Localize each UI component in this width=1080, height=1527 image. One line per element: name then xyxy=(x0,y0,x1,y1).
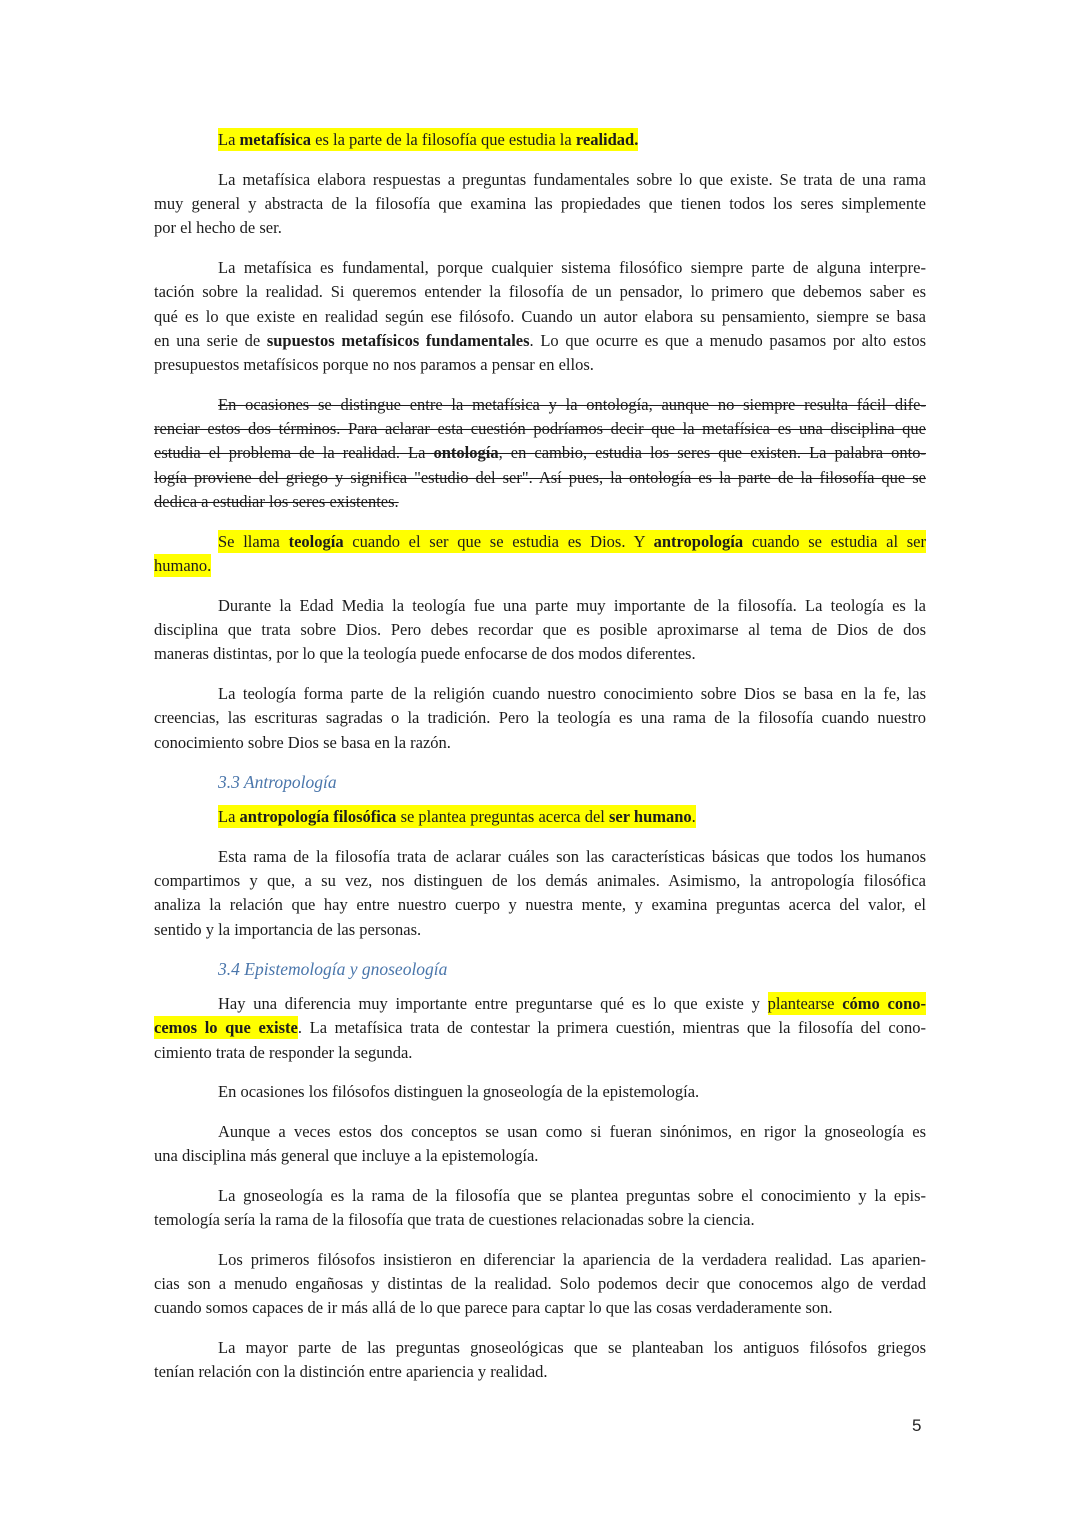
text-run: tenían relación con la distinción entre apariencia y realidad. xyxy=(154,1362,548,1382)
text-line xyxy=(154,682,926,706)
paragraph xyxy=(154,1120,926,1169)
text-line xyxy=(154,216,926,240)
text-line xyxy=(154,731,926,755)
text-line xyxy=(154,1120,926,1144)
struck-paragraph xyxy=(154,393,926,514)
paragraph xyxy=(154,256,926,377)
paragraph xyxy=(154,530,926,579)
text-line xyxy=(154,1208,926,1232)
text-line xyxy=(154,1016,926,1040)
text-run: La mayor parte de las preguntas gnoseológicas que se planteaban los antiguos filósofos griegos xyxy=(218,1338,926,1358)
text-run: temología sería la rama de la filosofía que trata de cuestiones relacionadas sobre la ciencia. xyxy=(154,1210,755,1230)
text-run: conocimiento sobre Dios se basa en la razón. xyxy=(154,732,451,752)
highlighted-key-term: teología xyxy=(288,531,344,551)
highlighted-key-term: metafísica xyxy=(239,130,312,149)
text-run: analiza la relación que hay entre nuestro cuerpo y nuestra mente, y examina preguntas acerca del valor, el xyxy=(154,895,926,915)
highlighted-key-term: antropología xyxy=(653,531,744,551)
highlighted-text: se plantea preguntas acerca del xyxy=(396,806,609,826)
text-line xyxy=(154,192,926,216)
text-run: Los primeros filósofos insistieron en diferenciar la apariencia de la verdadera realidad. Las aparien- xyxy=(218,1249,926,1269)
paragraph xyxy=(154,805,926,829)
highlighted-key-term: antropología filosófica xyxy=(239,806,397,826)
highlighted-key-term: ser humano xyxy=(609,806,692,826)
text-line xyxy=(154,1080,926,1104)
text-line xyxy=(154,168,926,192)
text-line xyxy=(154,441,926,465)
highlighted-text: cuando el ser que se estudia es Dios. Y xyxy=(343,531,654,551)
paragraph xyxy=(154,168,926,241)
paragraph xyxy=(154,845,926,942)
text-line xyxy=(154,770,926,794)
text-run: En ocasiones se distingue entre la metafísica y la ontología, aunque no siempre resulta fácil dife- xyxy=(218,394,926,414)
text-line xyxy=(154,128,926,152)
text-line xyxy=(154,1184,926,1208)
paragraph xyxy=(154,682,926,755)
text-line xyxy=(154,1296,926,1320)
text-run: estudia el problema de la realidad. La xyxy=(154,443,434,463)
text-run: qué es lo que existe en realidad según ese filósofo. Cuando un autor elabora su pensamiento, siempre se basa xyxy=(154,306,926,326)
highlighted-text: Se llama xyxy=(218,531,289,551)
text-run: tación sobre la realidad. Si queremos entender la filosofía de un pensador, lo primero que debemos saber es xyxy=(154,282,926,302)
highlighted-text: es la parte de la filosofía que estudia la xyxy=(311,130,576,149)
text-line xyxy=(154,256,926,280)
text-run: 3.4 Epistemología y gnoseología xyxy=(218,959,448,980)
text-line xyxy=(154,554,926,578)
text-run: Esta rama de la filosofía trata de aclarar cuáles son las características básicas que todos los humanos xyxy=(218,846,926,866)
text-line xyxy=(154,1336,926,1360)
highlighted-text: . xyxy=(691,806,696,826)
text-line xyxy=(154,1041,926,1065)
text-run: . Lo que ocurre es que a menudo pasamos por alto estos xyxy=(529,330,926,350)
highlighted-key-term: realidad. xyxy=(575,130,639,149)
section-heading xyxy=(154,957,926,981)
text-line xyxy=(154,893,926,917)
text-line xyxy=(154,530,926,554)
text-run: cias son a menudo engañosas y distintas de la realidad. Solo podemos decir que conocemos algo de verdad xyxy=(154,1274,926,1294)
text-line xyxy=(154,618,926,642)
paragraph xyxy=(154,1080,926,1104)
text-run: , en cambio, estudia los seres que existen. La palabra onto- xyxy=(498,443,926,463)
text-line xyxy=(154,594,926,618)
text-run: por el hecho de ser. xyxy=(154,218,282,238)
text-line xyxy=(154,845,926,869)
text-run: 3.3 Antropología xyxy=(218,772,337,793)
text-run: La teología forma parte de la religión cuando nuestro conocimiento sobre Dios se basa en la fe, las xyxy=(218,683,926,703)
text-line xyxy=(154,393,926,417)
paragraph xyxy=(154,128,926,152)
text-line xyxy=(154,869,926,893)
key-term: supuestos metafísicos fundamentales xyxy=(266,330,530,350)
text-run: En ocasiones los filósofos distinguen la gnoseología de la epistemología. xyxy=(218,1082,700,1102)
text-line xyxy=(154,706,926,730)
text-run: cimiento trata de responder la segunda. xyxy=(154,1042,413,1062)
text-run: sentido y la importancia de las personas. xyxy=(154,919,422,939)
text-line xyxy=(154,280,926,304)
text-line xyxy=(154,992,926,1016)
paragraph xyxy=(154,992,926,1065)
key-term: ontología xyxy=(433,443,499,463)
text-line xyxy=(154,417,926,441)
text-run: presupuestos metafísicos porque no nos paramos a pensar en ellos. xyxy=(154,355,594,375)
text-run: disciplina que trata sobre Dios. Pero debes recordar que es posible aproximarse al tema de Dios de dos xyxy=(154,620,926,639)
highlighted-key-term: cemos lo que existe xyxy=(154,1018,298,1038)
text-line xyxy=(154,305,926,329)
paragraph xyxy=(154,594,926,667)
text-line xyxy=(154,329,926,353)
section-heading xyxy=(154,770,926,794)
highlighted-text: plantearse xyxy=(767,993,843,1013)
text-run: muy general y abstracta de la filosofía que examina las propiedades que tienen todos los seres simplemente xyxy=(154,193,926,213)
text-run: creencias, las escrituras sagradas o la tradición. Pero la teología es una rama de la filosofía cuando nuestro xyxy=(154,708,926,728)
text-line xyxy=(154,957,926,981)
highlighted-key-term: cómo cono- xyxy=(842,993,926,1013)
text-run: dedica a estudiar los seres existentes. xyxy=(154,492,399,512)
text-run: renciar estos dos términos. Para aclarar esta cuestión podríamos decir que la metafísica es una disciplina que xyxy=(154,419,926,439)
text-run: La gnoseología es la rama de la filosofía que se plantea preguntas sobre el conocimiento y la epis- xyxy=(218,1185,926,1205)
highlighted-text: humano. xyxy=(154,556,212,576)
text-run: Aunque a veces estos dos conceptos se usan como si fueran sinónimos, en rigor la gnoseología es xyxy=(218,1121,926,1141)
paragraph xyxy=(154,1184,926,1233)
text-run: Hay una diferencia muy importante entre preguntarse qué es lo que existe y xyxy=(218,993,768,1013)
text-line xyxy=(154,805,926,829)
text-line xyxy=(154,466,926,490)
text-run: maneras distintas, por lo que la teología puede enfocarse de dos modos diferentes. xyxy=(154,644,696,664)
text-line xyxy=(154,353,926,377)
highlighted-text: La xyxy=(218,806,240,826)
highlighted-text: La xyxy=(218,130,240,149)
text-line xyxy=(154,490,926,514)
text-line xyxy=(154,642,926,666)
text-run: La metafísica elabora respuestas a preguntas fundamentales sobre lo que existe. Se trata de una rama xyxy=(218,169,926,189)
text-run: en una serie de xyxy=(154,330,267,350)
text-run: La metafísica es fundamental, porque cualquier sistema filosófico siempre parte de alguna interpre- xyxy=(218,257,926,277)
text-run: cuando somos capaces de ir más allá de lo que parece para captar lo que las cosas verdaderamente son. xyxy=(154,1298,833,1318)
text-line xyxy=(154,1272,926,1296)
text-line xyxy=(154,918,926,942)
highlighted-text: cuando se estudia al ser xyxy=(743,531,926,551)
text-line xyxy=(154,1248,926,1272)
text-run: logía proviene del griego y significa "estudio del ser". Así pues, la ontología es la parte de la filosofía que se xyxy=(154,467,926,487)
text-line xyxy=(154,1360,926,1384)
text-run: . La metafísica trata de contestar la primera cuestión, mientras que la filosofía del cono- xyxy=(297,1018,926,1038)
text-run: compartimos y que, a su vez, nos distinguen de los demás animales. Asimismo, la antropología filosófica xyxy=(154,870,926,890)
page-number: 5 xyxy=(912,1416,922,1435)
text-line xyxy=(154,1144,926,1168)
paragraph xyxy=(154,1248,926,1321)
text-run: Durante la Edad Media la teología fue una parte muy importante de la filosofía. La teología es la xyxy=(218,595,926,615)
document-body xyxy=(154,128,926,1400)
paragraph xyxy=(154,1336,926,1385)
text-run: una disciplina más general que incluye a la epistemología. xyxy=(154,1146,539,1166)
